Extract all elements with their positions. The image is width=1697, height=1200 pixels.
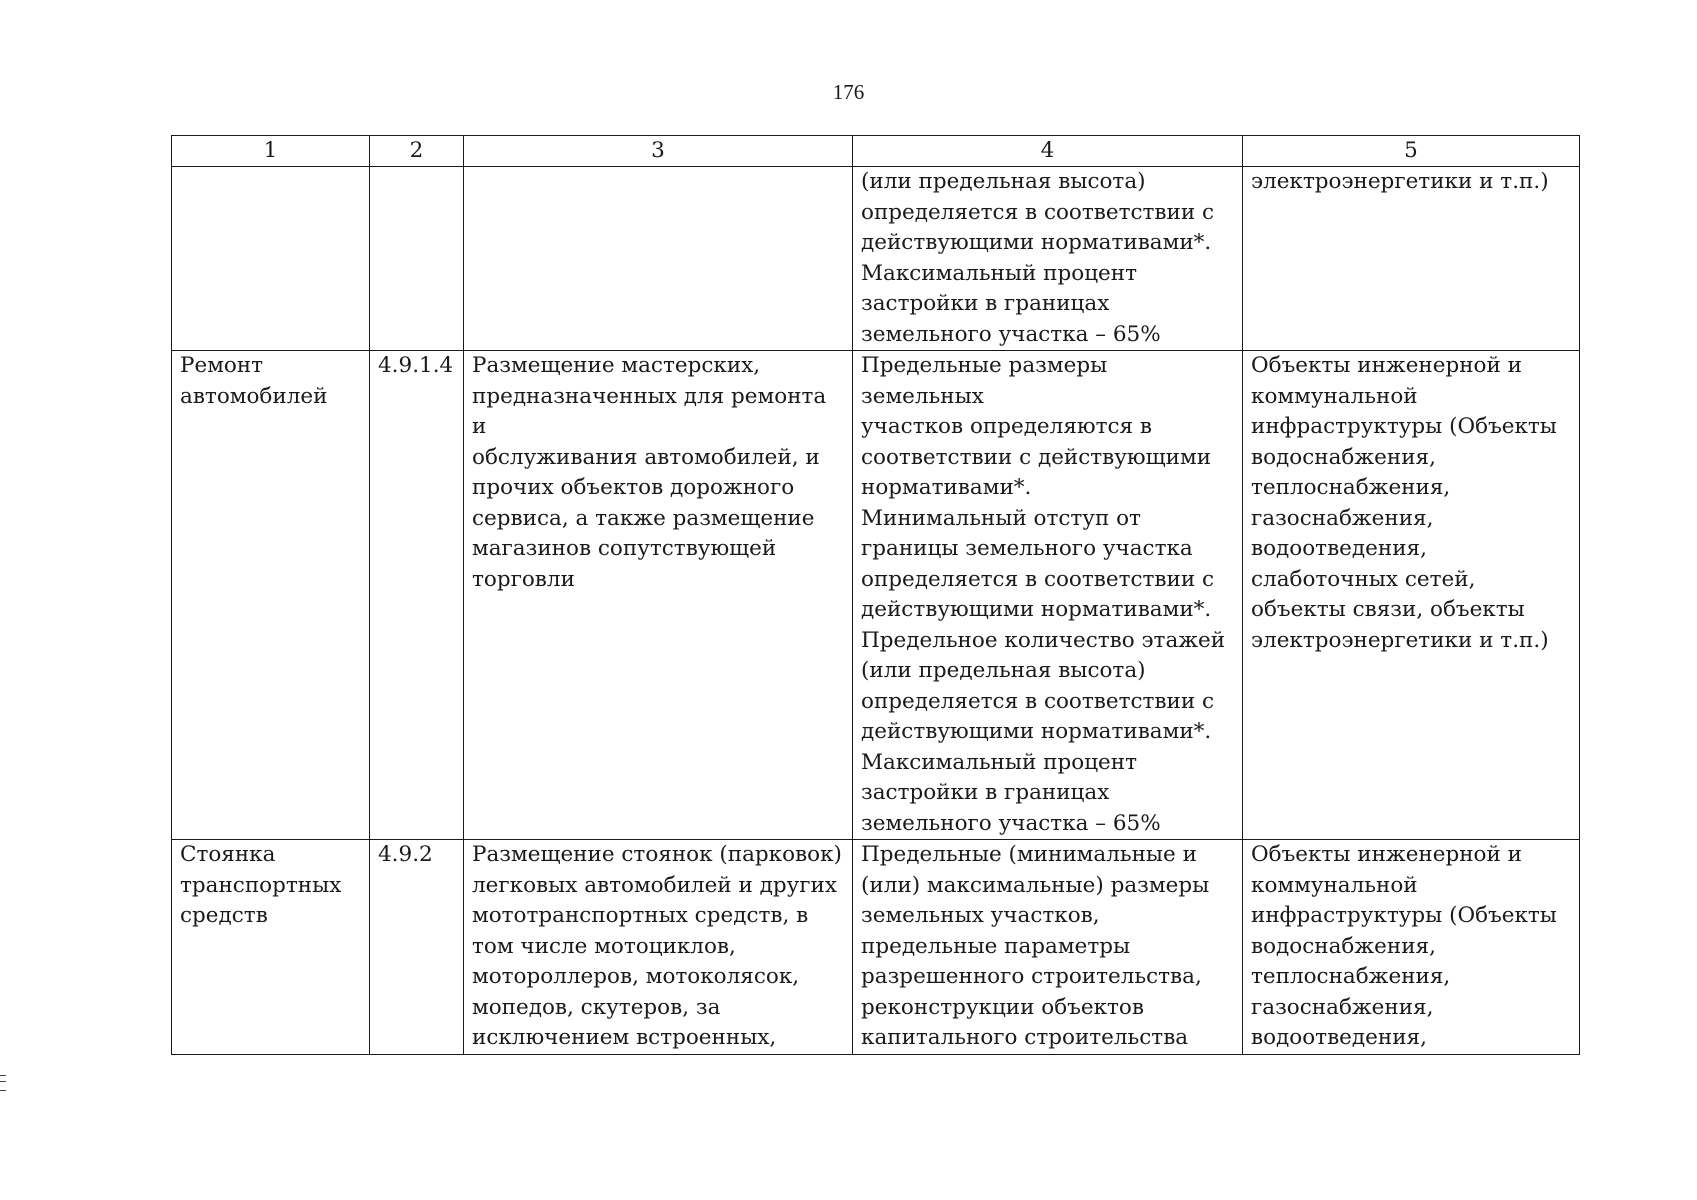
header-col-3: 3 [464, 136, 853, 167]
header-col-4: 4 [853, 136, 1243, 167]
use-name-cell: Ремонт автомобилей [172, 351, 370, 840]
table-row [172, 840, 1580, 1055]
scan-edge-mark [0, 1075, 6, 1091]
objects-cell: электроэнергетики и т.п.) [1243, 167, 1580, 351]
table-row [172, 167, 1580, 351]
table-header-row [172, 136, 1580, 167]
header-col-1: 1 [172, 136, 370, 167]
use-code-cell: 4.9.2 [370, 840, 464, 1055]
parameters-cell: Предельные размеры земельных участков определяются в соответствии с действующими нормативами*. Минимальный отступ от границы земельного участка определяется в соответствии с действующими нормативами*. Предельное количество этажей (или предельная высота) определяется в соответствии с действующими нормативами*. Максимальный процент застройки в границах земельного участка – 65% [853, 351, 1243, 840]
table-row [172, 351, 1580, 840]
parameters-cell: Предельные (минимальные и (или) максимальные) размеры земельных участков, предельные параметры разрешенного строительства, реконструкции объектов капитального строительства [853, 840, 1243, 1055]
land-use-table [171, 135, 1580, 1055]
use-code-cell: 4.9.1.4 [370, 351, 464, 840]
use-description-cell [464, 167, 853, 351]
use-name-cell: Стоянка транспортных средств [172, 840, 370, 1055]
use-name-cell [172, 167, 370, 351]
header-col-2: 2 [370, 136, 464, 167]
objects-cell: Объекты инженерной и коммунальной инфраструктуры (Объекты водоснабжения, теплоснабжения, газоснабжения, водоотведения, [1243, 840, 1580, 1055]
objects-cell: Объекты инженерной и коммунальной инфраструктуры (Объекты водоснабжения, теплоснабжения, газоснабжения, водоотведения, слаботочных сетей, объекты связи, объекты электроэнергетики и т.п.) [1243, 351, 1580, 840]
use-description-cell: Размещение мастерских, предназначенных для ремонта и обслуживания автомобилей, и прочих объектов дорожного сервиса, а также размещение магазинов сопутствующей торговли [464, 351, 853, 840]
header-col-5: 5 [1243, 136, 1580, 167]
use-description-cell: Размещение стоянок (парковок) легковых автомобилей и других мототранспортных средств, в том числе мотоциклов, мотороллеров, мотоколясок, мопедов, скутеров, за исключением встроенных, [464, 840, 853, 1055]
parameters-cell: (или предельная высота) определяется в соответствии с действующими нормативами*. Максимальный процент застройки в границах земельного участка – 65% [853, 167, 1243, 351]
use-code-cell [370, 167, 464, 351]
page-number: 176 [832, 80, 865, 104]
